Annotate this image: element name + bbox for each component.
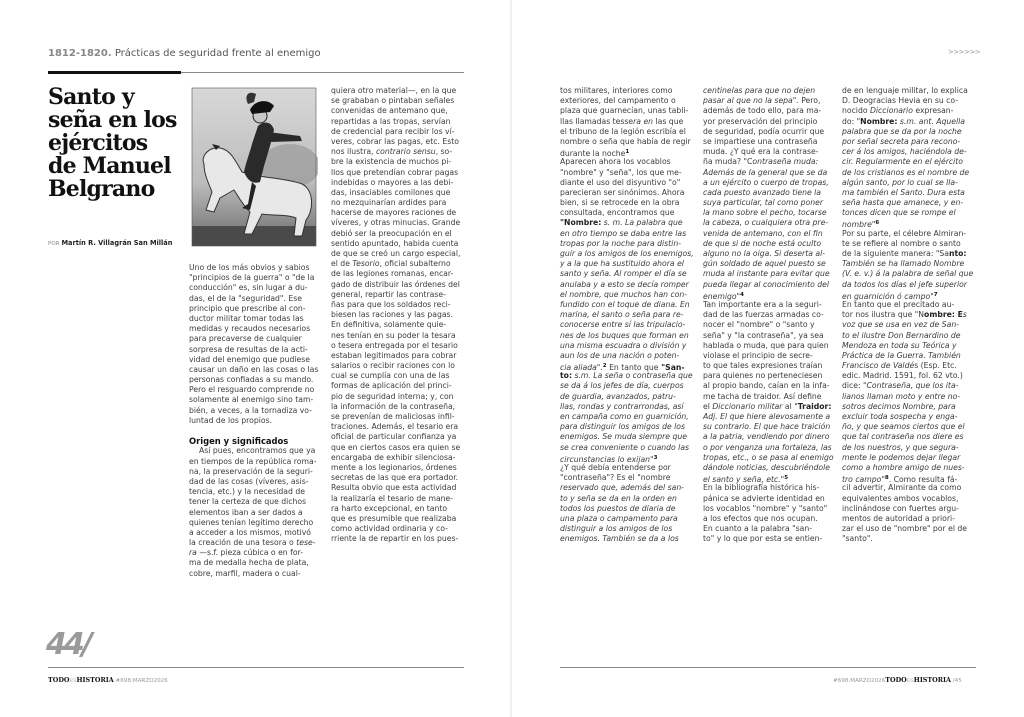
text-line: Pero el resguardo comprende no (189, 385, 315, 395)
text-line: to: s.m. La seña o contraseña que (560, 371, 693, 381)
text-line: cer á los amigos, haciéndola de- (842, 147, 967, 157)
title-line: ejércitos (48, 130, 148, 156)
text-line: distinguir a los amigos de los (560, 524, 673, 534)
footnote-marker: 3 (653, 454, 658, 461)
article-column-3 (560, 86, 692, 544)
text-line: o por venganza una fortaleza, las (703, 442, 832, 452)
text-line: violase el principio de secre- (703, 350, 813, 360)
text-line: En definitiva, solamente quie- (331, 320, 447, 330)
text-line: sentido apuntado, habida cuenta (331, 238, 459, 248)
text-line: general, repartir las contrase- (331, 289, 446, 299)
text-line: pánica se advierte identidad en (703, 493, 825, 503)
footnote-marker: 4 (740, 291, 744, 298)
text-line: alguno no la oiga. Si deserta al- (703, 249, 825, 258)
text-line: ma también el Santo. Dura esta (842, 187, 965, 197)
text-line: Adj. El que hiere alevosamente a (703, 412, 831, 421)
text-line: Práctica de la Guerra. También (842, 350, 961, 360)
text-line: lianos llaman moto y entre no- (842, 391, 961, 401)
mast-todo: TODO (885, 676, 907, 684)
text-line: to" y lo que por esta se entien- (703, 534, 823, 544)
text-line: los vocablos "nombre" y "santo" (703, 503, 828, 513)
text-line: como a hombre amigo de nues- (842, 462, 965, 472)
text-line: llas llamadas tessera en las que (560, 116, 684, 126)
text-line: mente le podemos dejar llegar (842, 452, 961, 462)
text-line: tro campo"$^8$. Como resulta fá- (842, 475, 958, 485)
text-line: en campaña como en guarnición, (560, 412, 689, 421)
text-line: de en lenguaje militar, lo explica (842, 86, 968, 95)
page-number-right: /45 (952, 678, 962, 684)
mast-historia: HISTORIA (913, 676, 952, 684)
text-line: bien, si se retrocede en la obra (560, 198, 680, 208)
article-title (48, 86, 183, 201)
text-line: "Nombre: s. m. La palabra que (560, 218, 683, 228)
text-line: "principios de la guerra" o "de la (189, 273, 315, 283)
text-line: biesen las raciones y las pagas. (331, 310, 453, 320)
section-title: Prácticas de seguridad frente al enemigo (114, 48, 321, 59)
text-line: parecieran ser sinónimos. Ahora (560, 187, 685, 197)
text-line: tropas por la noche para distin- (560, 238, 681, 248)
mast-historia: HISTORIA (76, 676, 114, 684)
text-line: la realizaría el tesario de mane- (331, 493, 454, 503)
footnote-marker: 1 (625, 149, 630, 156)
text-line: de la siguiente manera: "Santo: (842, 249, 967, 258)
text-line: traciones. Además, el tesario era (331, 422, 459, 432)
text-line: tener la certeza de que dichos (189, 497, 307, 507)
text-line: el Diccionario militar al "Traidor: (703, 401, 832, 411)
text-line: na, la preservación de la seguri- (189, 466, 313, 476)
text-line: tor nos ilustra que "Nombre: Es (842, 310, 967, 320)
text-line: En tanto que el precitado au- (842, 299, 955, 309)
title-line: seña en los (48, 107, 177, 133)
text-line: repartidas a las tropas, servían (331, 116, 451, 126)
text-line: tencia, etc.) y la necesidad de (189, 487, 305, 497)
text-line: se prevenían de maliciosas infil- (331, 412, 455, 421)
text-line: seña" y "la contraseña", ya sea (703, 330, 824, 340)
text-line: Resulta obvio que esta actividad (331, 483, 457, 493)
text-line: D. Deogracias Hevia en su co- (842, 96, 958, 106)
text-line: de que si de noche está oculto (703, 238, 822, 248)
text-line: la creación de una tesora o tese- (189, 538, 316, 548)
text-line: bién, a veces, a la tornadiza vo- (189, 405, 312, 415)
text-line: causar un daño en las cosas o las (189, 364, 319, 374)
text-line: personas confiadas a su mando. (189, 375, 314, 385)
footnote-marker: 5 (784, 475, 789, 482)
text-line: (V. e. v.) á la palabra de señal que (842, 269, 974, 279)
horseman-illustration (190, 86, 318, 249)
text-line: ductor militar tomar todas las (189, 313, 304, 323)
footnote-marker: 8 (884, 475, 889, 482)
text-line: quiera otro material—, en la que (331, 86, 457, 95)
text-line: enemigos. También se da a los (560, 534, 679, 544)
text-line: nes tenían en su poder la tesara (331, 330, 456, 340)
text-line: se grababan o pintaban señales (331, 96, 455, 106)
text-line: yor preservación del principio (703, 116, 818, 126)
text-line: da todos los días el jefe superior (842, 279, 967, 289)
text-line: oficial de particular confianza ya (331, 432, 457, 442)
text-line: por señal secreta para recono- (842, 136, 961, 146)
text-line: sorpresa de resultas de la acti- (189, 344, 308, 354)
text-line: diante el uso del disyuntivo "o" (560, 177, 681, 187)
text-line: el nombre, que muchos han con- (560, 289, 688, 299)
text-line: enemigo"$^4$ (703, 291, 744, 301)
text-line: luntad de los propios. (189, 415, 273, 425)
text-line: nombre o seña que había de regir (560, 136, 691, 146)
text-line: suya particular, tal como poner (703, 198, 823, 208)
text-line: encargaba de exhibir silenciosa- (331, 452, 456, 462)
text-line: además de todo ello, para ma- (703, 106, 822, 116)
text-line: dad de las fuerzas armadas co- (703, 310, 824, 320)
text-line: anulaba y a esto se decía romper (560, 279, 689, 289)
text-line: a la patria, vendiendo por dinero (703, 432, 830, 442)
text-line: te se refiere al nombre o santo (842, 238, 961, 248)
text-line: el tribuno de la legión escribía el (560, 126, 686, 136)
text-line: reservado que, además del san- (560, 483, 684, 493)
author-name: Martín R. Villagrán San Millán (61, 239, 173, 247)
text-line: das, insaciables comilones que (331, 187, 451, 197)
text-line: pueda llegar al conocimiento del (703, 279, 830, 289)
text-line: para quienes no perteneciesen (703, 371, 823, 381)
text-line: una misma escuadra o división y (560, 340, 687, 350)
text-line: mente a los legionarios, órdenes (331, 462, 457, 472)
text-line: en guarnición ó campo"$^7$ (842, 291, 938, 301)
text-line: Francisco de Valdés (Esp. Etc. (842, 361, 957, 371)
text-line: mentos de autoridad a priori- (842, 513, 955, 523)
text-line: to que tales expresiones traían (703, 361, 823, 371)
text-line: de los nuestros, y que segura- (842, 442, 959, 452)
text-line: nes de los buques que forman en (560, 330, 689, 340)
text-line: la cabeza, o cualquiera otra pre- (703, 218, 829, 228)
text-line: marina, el santo o seña para re- (560, 310, 684, 320)
text-line: gado de distribuir las órdenes del (331, 279, 460, 289)
text-line: como actividad ordinaria y co- (331, 524, 448, 534)
text-line: ma de medalla hecha de plata, (189, 558, 309, 568)
text-line: Aparecen ahora los vocablos (560, 157, 671, 167)
title-line: Belgrano (48, 176, 155, 202)
text-line: algún santo, por lo cual se lla- (842, 177, 958, 187)
text-line: Uno de los más obvios y sabios (189, 263, 310, 272)
text-line: al propio bando, caían en la infa- (703, 381, 830, 391)
text-line: de que se creó un cargo especial, (331, 249, 461, 258)
text-line: secretas de las que era portador. (331, 473, 459, 483)
byline (48, 239, 172, 247)
text-line: Por su parte, el célebre Almiran- (842, 228, 967, 238)
text-line: convenidas de antemano que, (331, 106, 448, 116)
article-column-5 (842, 86, 976, 544)
text-line: se da á los jefes de día, cuerpos (560, 381, 684, 391)
text-line: su contrario. El que hace traición (703, 422, 831, 432)
text-line: medidas y recaudos necesarios (189, 324, 311, 334)
text-line: ño, y que seamos ciertos que el (842, 422, 965, 432)
text-line: tonces dicen que se rompe el (842, 208, 956, 218)
text-line: muda. ¿Y qué era la contrase- (703, 147, 819, 157)
text-line: principio que prescribe al con- (189, 303, 306, 313)
subheading: Origen y significados (189, 436, 289, 447)
text-line: exteriores, del campamento o (560, 96, 676, 106)
footnote-marker: 6 (875, 220, 880, 227)
text-line: que en ciertos casos era quien se (331, 442, 461, 452)
text-line: fundido con el toque de diana. En (560, 299, 690, 309)
title-line: de Manuel (48, 153, 171, 179)
footnote-marker: 7 (933, 291, 938, 298)
mast-es: ES (906, 678, 914, 684)
spacer (189, 426, 319, 436)
text-line: ña muda? "Contraseña muda: (703, 157, 819, 167)
text-line: Además de la general que se da (703, 167, 828, 177)
byline-prefix: POR (48, 241, 60, 247)
text-line: elementos iban a ser dados a (189, 507, 303, 517)
text-line: que tal contraseña nos diere es (842, 432, 964, 442)
text-line: formas de aplicación del princi- (331, 381, 452, 391)
text-line: enemigos. Se muda siempre que (560, 432, 687, 442)
text-line: la mano sobre el pecho, tocarse (703, 208, 827, 218)
issue-info-right: #698:MARZO2026 (833, 678, 886, 684)
text-line: zar el uso de "nombre" por el de (842, 524, 968, 534)
text-line: todos los puestos de diaria de (560, 503, 676, 513)
text-line: to el ilustre Don Bernardino de (842, 330, 961, 340)
text-line: guir a los amigos de los enemigos, (560, 249, 694, 258)
text-line: ñas para que los soldados reci- (331, 299, 451, 309)
text-line: el de Tesorio, oficial subalterno (331, 259, 451, 269)
text-line: consultada, encontramos que (560, 208, 675, 218)
text-line: cual se cumplía con una de las (331, 371, 450, 381)
text-line: equivalentes ambos vocablos, (842, 493, 959, 503)
text-line: indebidas o mayores a las debi- (331, 177, 454, 187)
text-line: das, el de la "seguridad". Ese (189, 293, 302, 303)
text-line: Así pues, encontramos que ya (199, 446, 316, 456)
text-line: rriente la de repartir en los pues- (331, 534, 459, 544)
footer-right (833, 676, 962, 684)
text-line: tropas, etc., o se pasa al enemigo (703, 452, 834, 462)
belgrano-engraving-image (190, 86, 318, 249)
mast-es: ES (69, 678, 77, 684)
text-line: para precaverse de cualquier (189, 334, 302, 344)
text-line: "nombre" y "seña", los que me- (560, 167, 682, 177)
text-line: dad de las cosas (víveres, asis- (189, 476, 309, 486)
mast-todo: TODO (48, 676, 70, 684)
text-line: dice: "Contraseña, que los ita- (842, 381, 959, 391)
text-line: solamente al enemigo sino tam- (189, 395, 314, 405)
text-line: dándole noticias, descubriéndole (703, 462, 830, 472)
text-line: seña hasta que amanece, y en- (842, 198, 964, 208)
article-column-1 (189, 263, 319, 579)
text-line: nos ilustra, contrario sensu, so- (331, 147, 453, 157)
text-line: de credencial para recibir los ví- (331, 126, 455, 136)
text-line: "contraseña"? Es el "nombre (560, 473, 671, 483)
text-line: palabra que se da por la noche (842, 126, 962, 136)
text-line: En la bibliografía histórica his- (703, 483, 820, 493)
text-line: a los efectos que nos ocupan. (703, 513, 818, 523)
footer-left (48, 676, 168, 684)
text-line: to y seña se da en la orden en (560, 493, 677, 503)
text-line: "santo". (842, 534, 873, 544)
text-line: salarios o recibir raciones con lo (331, 361, 455, 371)
text-line: que es presumible que realizaba (331, 513, 457, 523)
issue-info-left: #698:MARZO2026 (115, 678, 168, 684)
text-line: estaban legitimados para cobrar (331, 350, 457, 360)
text-line: hacerse de mayores raciones de (331, 208, 457, 218)
title-line: Santo y (48, 84, 134, 110)
text-line: edic. Madrid. 1591, fol. 62 vto.) (842, 371, 963, 381)
text-line: plaza que guarnecían, unas tabli- (560, 106, 689, 116)
text-line: venida de antemano, con el fin (703, 228, 823, 238)
text-line: el santo y seña, etc."$^5$ (703, 475, 789, 485)
article-column-4 (703, 86, 835, 544)
text-line: quienes tenían legítimo derecho (189, 517, 314, 527)
text-line: gún soldado de aquel puesto se (703, 259, 826, 269)
text-line: una plaza o campamento para (560, 513, 678, 523)
text-line: pasar al que no la sepa". Pero, (703, 96, 821, 106)
text-line: cil advertir, Almirante da como (842, 483, 962, 493)
text-line: en tiempos de la república roma- (189, 456, 317, 466)
magazine-masthead-right (885, 676, 951, 684)
text-line: circunstancias lo exijan"$^3$ (560, 454, 658, 464)
continue-arrows: >>>>>> (948, 48, 981, 56)
header-rule-accent (48, 71, 181, 74)
text-line: inclinándose con fuertes argu- (842, 503, 959, 513)
text-line: En cuanto a la palabra "san- (703, 524, 812, 534)
text-line: cobre, marfil, madera o cual- (189, 568, 301, 578)
text-line: de guardia, avanzados, patru- (560, 391, 676, 401)
text-line: llos que pretendían cobrar pagas (331, 167, 459, 177)
text-line: vidad del enemigo que pudiese (189, 354, 310, 364)
text-line: muda al instante para evitar que (703, 269, 830, 279)
text-line: do: "Nombre: s.m. ant. Aquella (842, 116, 965, 126)
text-line: de los cristianos es el nombre de (842, 167, 970, 177)
text-line: de las legiones romanas, encar- (331, 269, 454, 279)
text-line: Mendoza en toda su Teórica y (842, 340, 957, 350)
text-line: para distinguir los amigos de los (560, 422, 685, 432)
text-line: se crea conveniente o cuando las (560, 442, 690, 452)
section-header (48, 48, 321, 59)
text-line: a un ejército o cuerpo de tropas, (703, 177, 829, 187)
text-line: a acceder a los mismos, motivó (189, 527, 312, 537)
text-line: cada puesto avanzado tiene la (703, 187, 822, 197)
text-line: la información de la contraseña, (331, 401, 456, 411)
text-line: nocido Diccionario expresan- (842, 106, 954, 116)
text-line: voz que se usa en vez de San- (842, 320, 959, 330)
page-number-left: 44/ (46, 627, 90, 662)
text-line: cia aliada".$^2$ En tanto que "San- (560, 363, 685, 373)
text-line: llas, rondas y contrarrondas, así (560, 401, 684, 411)
text-line: cir. Regularmente en el ejército (842, 157, 964, 167)
text-line: nocer el "nombre" o "santo y (703, 320, 815, 330)
text-line: bre la existencia de muchos pi- (331, 157, 452, 167)
text-line: También se ha llamado Nombre (842, 259, 965, 269)
text-line: ra harto excepcional, en tanto (331, 503, 448, 513)
text-line: me tacha de traidor. Así define (703, 391, 822, 401)
text-line: santo y seña. Al romper el día se (560, 269, 687, 279)
text-line: conocerse entre sí las tripulacio- (560, 320, 686, 330)
text-line: sotros decimos Nombre, para (842, 401, 956, 411)
text-line: en otro tiempo se daba entre las (560, 228, 687, 238)
text-line: pio de seguridad interna; y, con (331, 391, 454, 401)
text-line: excluir toda sospecha y enga- (842, 412, 958, 421)
text-line: durante la noche$^1$ (560, 149, 630, 159)
text-line: debió ser la preocupación en el (331, 228, 452, 238)
article-column-2 (331, 86, 463, 544)
text-line: ra —s.f. pieza cúbica o en for- (189, 548, 303, 558)
text-line: aun los de una nación o poten- (560, 350, 680, 360)
text-line: nombre"$^6$ (842, 220, 880, 230)
text-line: de seguridad, podía ocurrir que (703, 126, 825, 136)
text-line: veres, cobrar las pagas, etc. Esto (331, 136, 459, 146)
text-line: hablada o muda, que para quien (703, 340, 829, 350)
text-line: o tesera entregada por el tesario (331, 340, 458, 350)
text-line: ¿Y qué debía entenderse por (560, 462, 671, 472)
magazine-masthead-left (48, 676, 114, 684)
footer-rule-left (48, 667, 464, 668)
text-line: y a la que ha sustituido ahora el (560, 259, 684, 269)
footer-rule-right (560, 667, 976, 668)
text-line: se impartiese una contraseña (703, 136, 818, 146)
text-line: víveres, y otras minucias. Grande (331, 218, 461, 228)
text-line: Tan importante era a la seguri- (703, 299, 822, 309)
section-years: 1812-1820. (48, 48, 112, 59)
text-line: no mezquinarían ardides para (331, 198, 447, 208)
text-line: centinelas para que no dejen (703, 86, 816, 95)
text-line: conducción" es, sin lugar a du- (189, 283, 308, 293)
text-line: tos militares, interiores como (560, 86, 673, 95)
footnote-marker: 2 (602, 363, 607, 370)
